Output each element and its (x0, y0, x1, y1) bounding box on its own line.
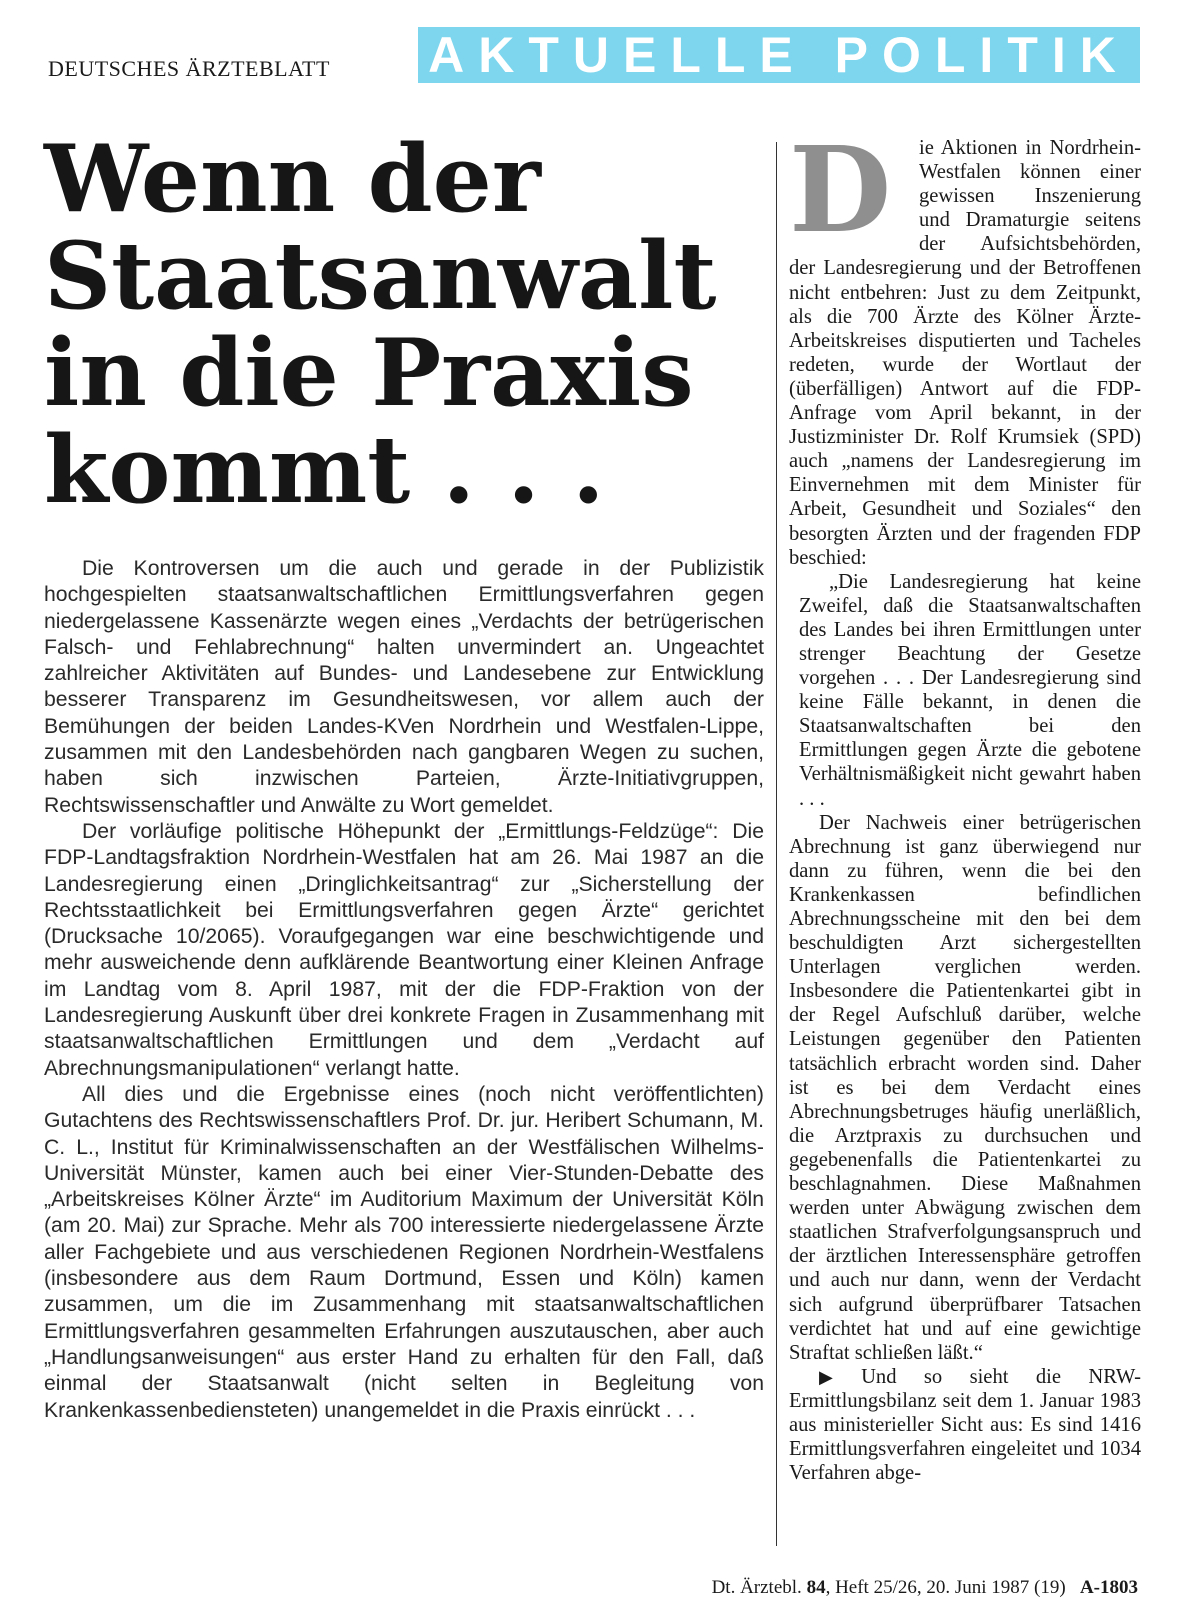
volume-number: 84 (806, 1577, 826, 1598)
lead-text: ie Aktionen in Nordrhein-Westfalen können einer gewissen Inszenierung und Dramaturgie seitens der Aufsichtsbehörden, der Landesregierung und der Betroffenen nicht entbehren: Just zu dem Zeitpunkt, als die 700 Ärzte des Kölner Ärzte-Arbeitskreises disputierten und Tacheles redeten, wurde der Wortlaut der (überfälligen) Antwort auf die FDP-Anfrage vom April bekannt, in der Justizminister Dr. Rolf Krumsiek (SPD) auch „namens der Landesregierung im Einvernehmen mit dem Minister für Arbeit, Gesundheit und Soziales“ den besorgten Ärzten und der fragenden FDP beschied: (789, 137, 1141, 569)
issue-info: , Heft 25/26, 20. Juni 1987 (19) (825, 1577, 1066, 1598)
left-column (44, 556, 764, 1424)
column-divider (776, 142, 777, 1546)
page-footer (712, 1577, 1138, 1599)
right-column (789, 136, 1141, 1485)
headline: Wenn der Staatsanwalt in die Praxis kommt . . . (44, 124, 717, 524)
journal-name: Dt. Ärztebl. (711, 1577, 802, 1598)
paragraph: Die Kontroversen um die auch und gerade in der Publizistik hochgespielten staatsanwaltschaftlichen Ermittlungsverfahren gegen niedergelassene Kassenärzte wegen eines „Verdachts der betrügerischen Falsch- und Fehlabrechnung“ halten unvermindert an. Ungeachtet zahlreicher Aktivitäten auf Bundes- und Landesebene zur Entwicklung besserer Transparenz im Gesundheitswesen, vor allem auch der Bemühungen der beiden Landes-KVen Nordrhein und Westfalen-Lippe, zusammen mit den Landesbehörden nach gangbaren Wegen zu suchen, haben sich inzwischen Parteien, Ärzte-Initiativgruppen, Rechtswissenschaftler und Anwälte zu Wort gemeldet. (44, 557, 764, 817)
triangle-right-icon: ▶ (819, 1366, 856, 1387)
lead-paragraph (789, 136, 1141, 570)
quote-paragraph: „Die Landesregierung hat keine Zweifel, daß die Staatsanwaltschaften des Landes bei ihren Ermittlungen unter strenger Beachtung der Gesetze vorgehen . . . Der Landesregierung sind keine Fälle bekannt, in denen die Staatsanwaltschaften bei den Ermittlungen gegen Ärzte die gebotene Verhältnismäßigkeit nicht gewahrt haben . . . (799, 570, 1141, 810)
paragraph: Der vorläufige politische Höhepunkt der „Ermittlungs-Feldzüge“: Die FDP-Landtagsfraktion Nordrhein-Westfalen hat am 26. Mai 1987 an die Landesregierung einen „Dringlichkeitsantrag“ zur „Sicherstellung der Rechtsstaatlichkeit bei Ermittlungsverfahren gegen Ärzte“ gerichtet (Drucksache 10/2065). Voraufgegangen war eine beschwichtigende und mehr ausweichende denn aufklärende Beantwortung einer Kleinen Anfrage im Landtag vom 8. April 1987, mit der die FDP-Fraktion von der Landesregierung Auskunft über drei konkrete Fragen in Zusammenhang mit staatsanwaltschaftlichen Ermittlungen und dem „Verdacht auf Abrechnungsmanipulationen“ verlangt hatte. (44, 819, 764, 1080)
section-title: AKTUELLE POLITIK (428, 27, 1130, 83)
page-number: A-1803 (1079, 1577, 1138, 1598)
paragraph: Der Nachweis einer betrügerischen Abrechnung ist ganz überwiegend nur dann zu führen, wenn die bei den Krankenkassen befindlichen Abrechnungsscheine mit den bei dem beschuldigten Arzt sichergestellten Unterlagen verglichen werden. Insbesondere die Patientenkartei gibt in der Regel Aufschluß darüber, welche Leistungen gegenüber den Patienten tatsächlich erbracht worden sind. Daher ist es bei dem Verdacht eines Abrechnungsbetruges häufig unerläßlich, die Arztpraxis zu durchsuchen und gegebenenfalls die Patientenkartei zu beschlagnahmen. Diese Maßnahmen werden unter Abwägung zwischen dem staatlichen Strafverfolgungsanspruch und der ärztlichen Interessensphäre getroffen und auch nur dann, wenn der Verdacht sich aufgrund überprüfbarer Tatsachen verdichtet hat und auf eine gewichtige Straftat schließen läßt.“ (789, 811, 1141, 1364)
closing-text: Und so sieht die NRW-Ermittlungsbilanz seit dem 1. Januar 1983 aus ministerieller Sicht aus: Es sind 1416 Ermittlungsverfahren eingeleitet und 1034 Verfahren abge- (789, 1365, 1141, 1485)
section-banner (418, 27, 1140, 83)
masthead: DEUTSCHES ÄRZTEBLATT (48, 56, 330, 81)
closing-paragraph (789, 1365, 1141, 1485)
dropcap: D (789, 144, 892, 236)
paragraph: All dies und die Ergebnisse eines (noch nicht veröffentlichten) Gutachtens des Rechtswissenschaftlers Prof. Dr. jur. Heribert Schumann, M. C. L., Institut für Kriminalwissenschaften an der Westfälischen Wilhelms-Universität Münster, kamen auch bei einer Vier-Stunden-Debatte des „Arbeitskreises Kölner Ärzte“ im Auditorium Maximum der Universität Köln (am 20. Mai) zur Sprache. Mehr als 700 interessierte niedergelassene Ärzte aller Fachgebiete und aus verschiedenen Regionen Nordrhein-Westfalens (insbesondere aus dem Raum Dortmund, Essen und Köln) kamen zusammen, um die im Zusammenhang mit staatsanwaltschaftlichen Ermittlungsverfahren gesammelten Erfahrungen auszutauschen, aber auch „Handlungsanweisungen“ aus erster Hand zu erhalten für den Fall, daß einmal der Staatsanwalt (nicht selten in Begleitung von Krankenkassenbediensteten) unangemeldet in die Praxis einrückt . . . (44, 1082, 764, 1422)
